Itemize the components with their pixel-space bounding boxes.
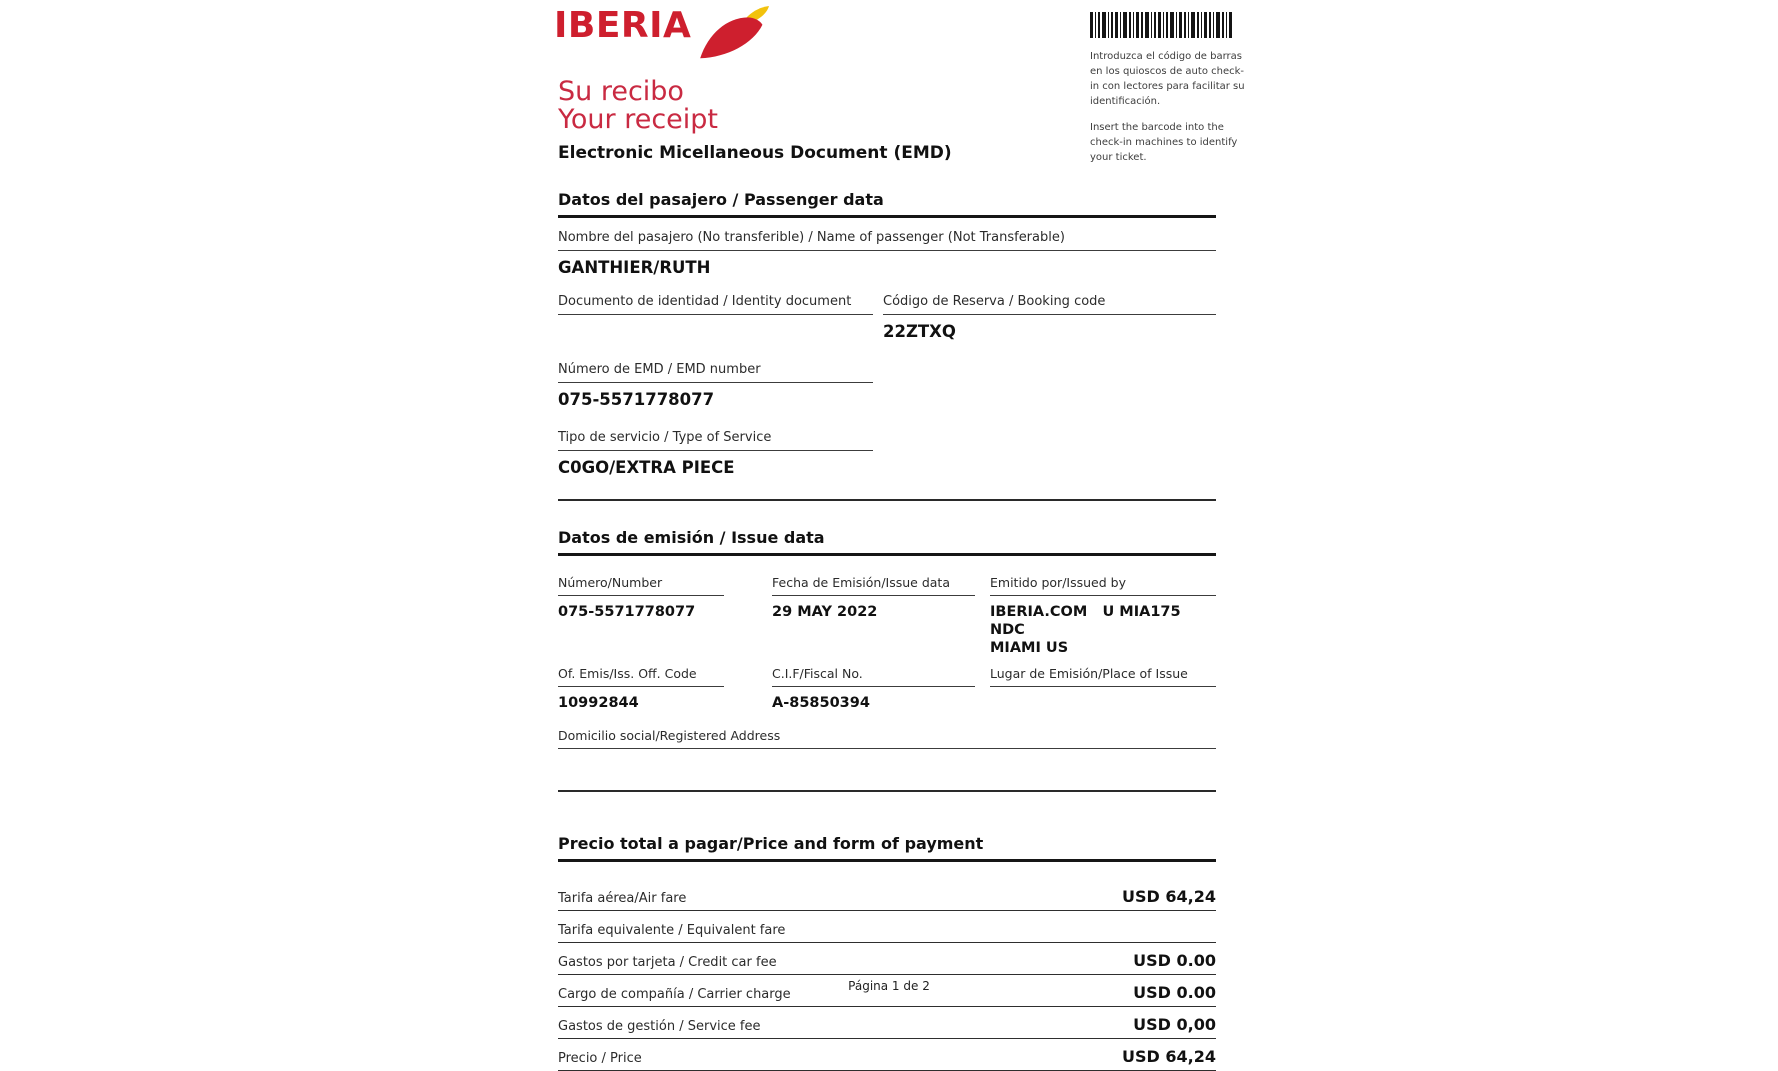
- price-row-service-fee: [558, 1015, 1216, 1039]
- fiscal-number-field: [772, 666, 975, 712]
- identity-document-field: [558, 294, 873, 341]
- issue-number-label: Número/Number: [558, 575, 724, 596]
- receipt-title: [558, 78, 1216, 134]
- price-row-value: USD 64,24: [1122, 887, 1216, 906]
- registered-address-label: Domicilio social/Registered Address: [558, 728, 1216, 749]
- issue-row-2: [558, 666, 1216, 712]
- price-row-value: USD 64,24: [1122, 1047, 1216, 1066]
- price-row-label: Tarifa aérea/Air fare: [558, 891, 687, 906]
- price-row-label: Precio / Price: [558, 1051, 642, 1066]
- price-row-label: Gastos de gestión / Service fee: [558, 1019, 761, 1034]
- identity-document-value: [558, 322, 873, 339]
- issue-date-value: 29 MAY 2022: [772, 604, 878, 620]
- emd-number-label: Número de EMD / EMD number: [558, 362, 873, 383]
- issued-by-field: [990, 575, 1216, 657]
- identity-document-label: Documento de identidad / Identity document: [558, 294, 873, 315]
- issue-data-section: [558, 528, 1216, 792]
- page-indicator: Página 1 de 2: [848, 979, 930, 993]
- place-of-issue-field: [990, 666, 1216, 712]
- passenger-section-heading: Datos del pasajero / Passenger data: [558, 190, 1216, 218]
- booking-code-label: Código de Reserva / Booking code: [883, 294, 1216, 315]
- barcode: [1090, 12, 1232, 38]
- issue-row-1: [558, 575, 1216, 657]
- price-row-label: Tarifa equivalente / Equivalent fare: [558, 923, 786, 938]
- office-code-value: 10992844: [558, 695, 639, 711]
- price-section: [558, 834, 1216, 1071]
- iberia-logo: [554, 6, 771, 60]
- office-code-field: [558, 666, 724, 712]
- issue-number-field: [558, 575, 724, 657]
- issue-date-field: [772, 575, 975, 657]
- booking-code-value: 22ZTXQ: [883, 322, 956, 341]
- fiscal-number-label: C.I.F/Fiscal No.: [772, 666, 975, 687]
- registered-address-field: [558, 728, 1216, 749]
- price-row-value: USD 0.00: [1133, 951, 1216, 970]
- price-row-credit-card-fee: [558, 951, 1216, 975]
- issue-section-heading: Datos de emisión / Issue data: [558, 528, 1216, 556]
- office-code-label: Of. Emis/Iss. Off. Code: [558, 666, 724, 687]
- booking-code-field: [883, 294, 1216, 341]
- emd-number-field: [558, 362, 873, 409]
- price-row-equivalent-fare: [558, 919, 1216, 943]
- section-divider: [558, 499, 1216, 501]
- issue-number-value: 075-5571778077: [558, 604, 696, 620]
- receipt-title-es: Su recibo: [558, 76, 684, 107]
- section-divider: [558, 790, 1216, 792]
- place-of-issue-label: Lugar de Emisión/Place of Issue: [990, 666, 1216, 687]
- issued-by-value: IBERIA.COM U MIA175 NDC: [990, 604, 1186, 638]
- price-row-label: Cargo de compañía / Carrier charge: [558, 987, 791, 1002]
- service-type-field: [558, 430, 873, 477]
- price-row-total-price: [558, 1047, 1216, 1071]
- barcode-instructions-es: Introduzca el código de barras en los quioscos de auto check-in con lectores para facilitar su identificación.: [1090, 51, 1245, 107]
- passenger-name-field: [558, 230, 1216, 277]
- emd-subtitle: Electronic Micellaneous Document (EMD): [558, 143, 952, 163]
- issued-by-label: Emitido por/Issued by: [990, 575, 1216, 596]
- price-row-value: USD 0,00: [1133, 1015, 1216, 1034]
- passenger-name-label: Nombre del pasajero (No transferible) / Name of passenger (Not Transferable): [558, 230, 1216, 251]
- receipt-title-en: Your receipt: [558, 104, 719, 135]
- iberia-wordmark: IBERIA: [554, 5, 692, 46]
- receipt-document: [558, 78, 1216, 1071]
- price-row-value: USD 0.00: [1133, 983, 1216, 1002]
- passenger-name-value: GANTHIER/RUTH: [558, 258, 711, 277]
- service-type-value: C0GO/EXTRA PIECE: [558, 458, 735, 477]
- price-section-heading: Precio total a pagar/Price and form of payment: [558, 834, 1216, 862]
- emd-number-value: 075-5571778077: [558, 390, 715, 409]
- fiscal-number-value: A-85850394: [772, 695, 870, 711]
- barcode-instructions-en: Insert the barcode into the check-in machines to identify your ticket.: [1090, 122, 1238, 163]
- place-of-issue-value: [990, 694, 1216, 711]
- price-row-label: Gastos por tarjeta / Credit car fee: [558, 955, 777, 970]
- iberia-swoosh-icon: [699, 6, 771, 60]
- service-type-label: Tipo de servicio / Type of Service: [558, 430, 873, 451]
- issue-date-label: Fecha de Emisión/Issue data: [772, 575, 975, 596]
- passenger-data-section: [558, 190, 1216, 501]
- identity-booking-row: [558, 294, 1216, 341]
- price-row-air-fare: [558, 887, 1216, 911]
- issued-by-value-line2: MIAMI US: [990, 640, 1069, 656]
